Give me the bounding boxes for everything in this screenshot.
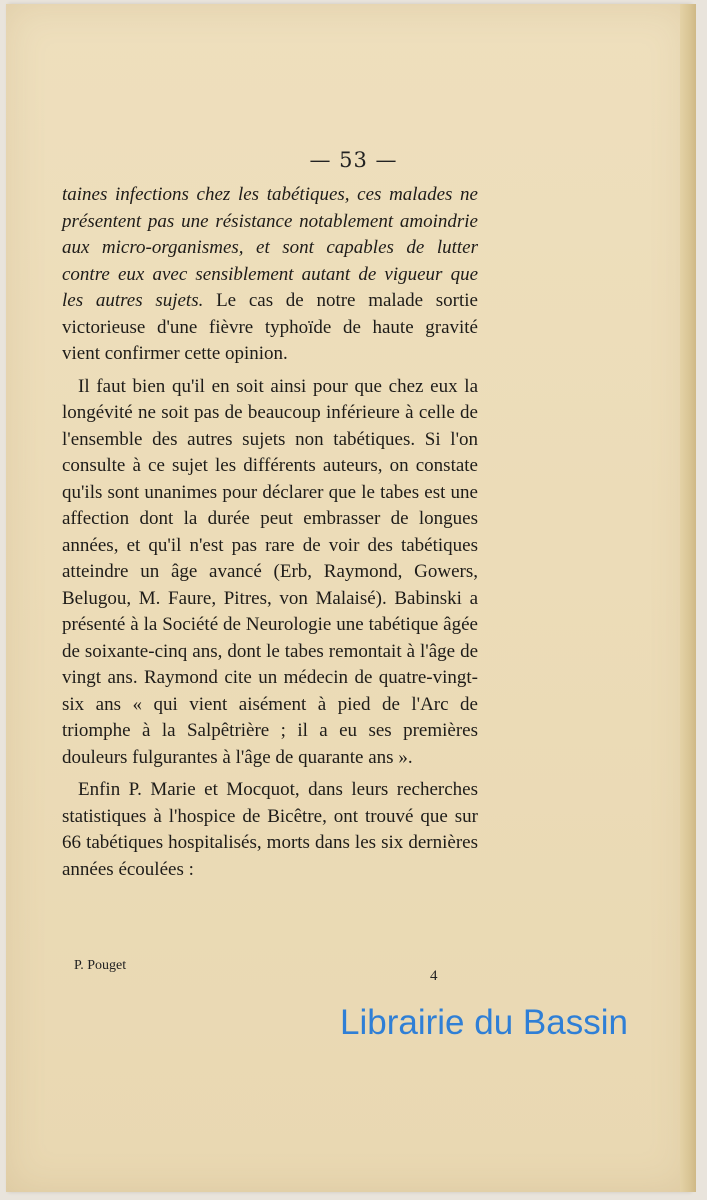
footer-author: P. Pouget <box>74 958 127 973</box>
page-edge <box>680 4 696 1192</box>
paragraph-3: Enfin P. Marie et Mocquot, dans leurs recherches statistiques à l'hospice de Bicêtre, ont trouvé que sur 66 tabétiques hospitalisés, morts dans les six dernières années écoulées : <box>62 779 478 880</box>
watermark: Librairie du Bassin <box>340 1003 628 1042</box>
paragraph-1 <box>62 182 478 368</box>
paragraph-1-rest: Le cas de notre malade sortie victorieuse d'une fièvre typhoïde de haute gravité vient confirmer cette opinion. <box>62 290 478 364</box>
page-number: — 53 — <box>309 148 398 172</box>
body-text <box>62 182 478 883</box>
footer-signature: 4 <box>430 968 438 984</box>
paragraph-2: Il faut bien qu'il en soit ainsi pour que chez eux la longévité ne soit pas de beaucoup inférieure à celle de l'ensemble des autres sujets non tabétiques. Si l'on consulte à ce sujet les différents auteurs, on constate qu'ils sont unanimes pour déclarer que le tabes est une affection dont la durée peut embrasser de longues années, et qu'il n'est pas rare de voir des tabétiques atteindre un âge avancé (Erb, Raymond, Gowers, Belugou, M. Faure, Pitres, von Malaisé). Babinski a présenté à la Société de Neurologie une tabétique âgée de soixante-cinq ans, dont le tabes remontait à l'âge de vingt ans. Raymond cite un médecin de quatre-vingt-six ans « qui vient aisément à pied de l'Arc de triomphe à la Salpêtrière ; il a eu ses premières douleurs fulgurantes à l'âge de quarante ans ». <box>62 375 478 768</box>
paragraph-1-italic: taines infections chez les tabétiques, ces malades ne présentent pas une résistance notablement amoindrie aux micro-organismes, et sont capables de lutter contre eux avec sensiblement autant de vigueur que les autres sujets. <box>62 184 478 311</box>
